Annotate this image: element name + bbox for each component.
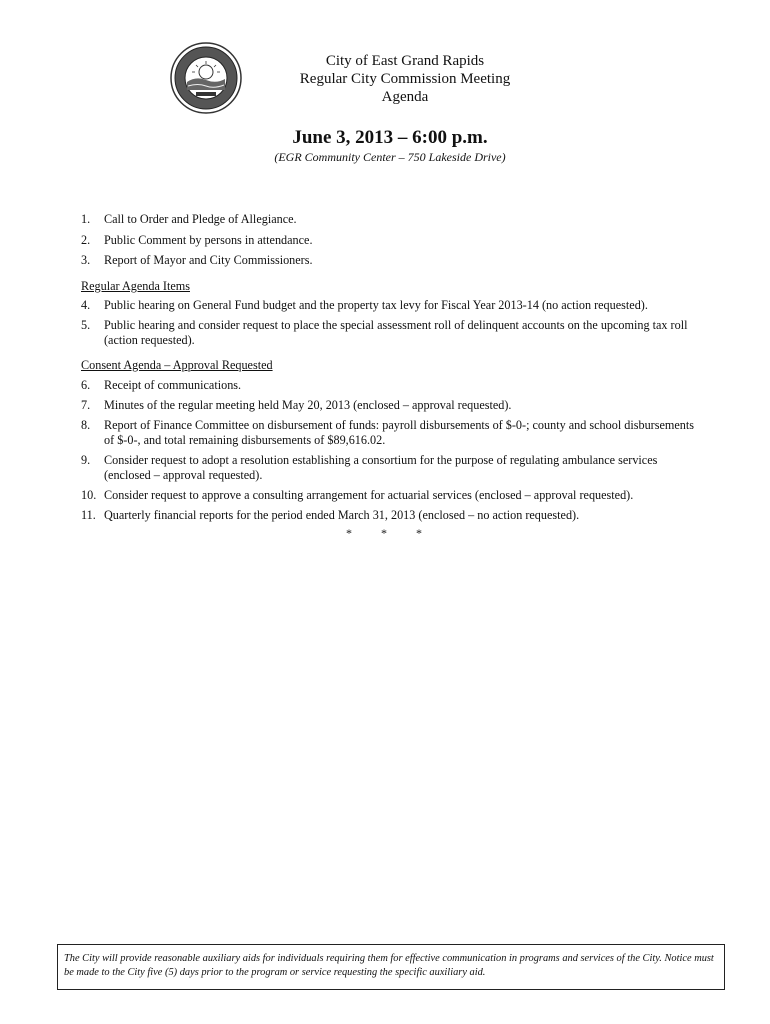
agenda-item (81, 398, 696, 413)
agenda-item-number: 8. (81, 418, 91, 432)
agenda-item-text: Call to Order and Pledge of Allegiance. (104, 212, 297, 226)
agenda-item (81, 212, 696, 227)
document-type: Agenda (381, 89, 429, 105)
agenda-item (81, 233, 696, 248)
meeting-date: June 3, 2013 – 6:00 p.m. (292, 127, 488, 148)
agenda-item-text: Public hearing and consider request to place the special assessment roll of delinquent accounts on the upcoming tax roll (action requested). (104, 318, 688, 347)
agenda-item-number: 5. (81, 318, 91, 332)
agenda-item (81, 418, 696, 448)
agenda-item-number: 9. (81, 453, 91, 467)
agenda-item (81, 453, 696, 483)
agenda-item-text: Report of Mayor and City Commissioners. (104, 253, 313, 267)
agenda-item-text: Public hearing on General Fund budget and the property tax levy for Fiscal Year 2013-14 (no action requested). (104, 298, 648, 312)
agenda-item-number: 3. (81, 253, 91, 267)
section-separator: * * * (346, 526, 422, 540)
agenda-item-number: 1. (81, 212, 91, 226)
consent-agenda-heading: Consent Agenda – Approval Requested (81, 358, 273, 372)
agenda-item (81, 488, 696, 503)
agenda-item-number: 10. (81, 488, 97, 502)
meeting-location: (EGR Community Center – 750 Lakeside Drive) (274, 150, 506, 164)
agenda-item-text: Minutes of the regular meeting held May 20, 2013 (enclosed – approval requested). (104, 398, 512, 412)
agenda-item-text: Quarterly financial reports for the period ended March 31, 2013 (enclosed – no action requested). (104, 508, 580, 522)
agenda-item (81, 508, 696, 523)
agenda-item-text: Receipt of communications. (104, 378, 242, 392)
agenda-item-text: Report of Finance Committee on disbursement of funds: payroll disbursements of $-0-; county and school disbursements of $-0-, and total remaining disbursements of $89,616.02. (104, 418, 694, 447)
accessibility-notice: The City will provide reasonable auxiliary aids for individuals requiring them for effective communication in programs and services of the City. Notice must be made to the City five (5) days prior to the program or service requesting the specific auxiliary aid. (57, 944, 725, 990)
agenda-item-text: Consider request to adopt a resolution establishing a consortium for the purpose of regulating ambulance services (enclosed – approval requested). (104, 453, 658, 482)
meeting-title: Regular City Commission Meeting (299, 71, 511, 87)
agenda-item-number: 6. (81, 378, 91, 392)
agenda-item-number: 11. (81, 508, 96, 522)
agenda-item-text: Public Comment by persons in attendance. (104, 233, 313, 247)
agenda-item-number: 4. (81, 298, 91, 312)
agenda-item (81, 298, 696, 313)
agenda-item-number: 7. (81, 398, 91, 412)
agenda-item-number: 2. (81, 233, 91, 247)
agenda-item (81, 253, 696, 268)
agenda-item (81, 378, 696, 393)
agenda-item (81, 318, 696, 348)
agenda-item-text: Consider request to approve a consulting arrangement for actuarial services (enclosed – approval requested). (104, 488, 634, 502)
city-name: City of East Grand Rapids (325, 53, 485, 69)
regular-agenda-heading: Regular Agenda Items (81, 279, 190, 293)
